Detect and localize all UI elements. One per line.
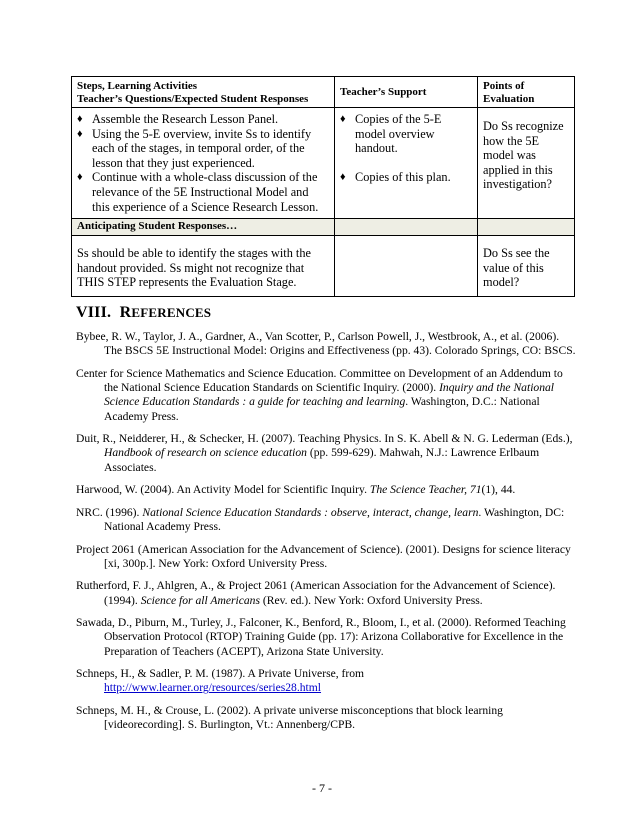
anticipating-row bbox=[72, 219, 575, 236]
reference-item: Duit, R., Neidderer, H., & Schecker, H. (2007). Teaching Physics. In S. K. Abell & N. G. Lederman (Eds.), Handbook of research on science education (pp. 599-629). Mahwah, N.J.: Lawrence Erlbaum Associates. bbox=[76, 432, 573, 474]
reference-item: NRC. (1996). National Science Education Standards : observe, interact, change, learn. Washington, DC: National Academy Press. bbox=[76, 505, 565, 534]
reference-item: Rutherford, F. J., Ahlgren, A., & Project 2061 (American Association for the Advancement of Science). (1994). Science for all Americans (Rev. ed.). New York: Oxford University Press. bbox=[76, 579, 556, 607]
header-steps bbox=[72, 77, 335, 108]
section-title-rest: EFERENCES bbox=[131, 305, 212, 320]
header-support: Teacher’s Support bbox=[335, 77, 478, 108]
header-eval-line2: Evaluation bbox=[483, 92, 535, 105]
header-steps-line2: Teacher’s Questions/Expected Student Responses bbox=[77, 92, 309, 105]
reference-item: Sawada, D., Piburn, M., Turley, J., Falconer, K., Benford, R., Bloom, I., et al. (2000). Reformed Teaching Observation Protocol (RTOP) Training Guide (pp. 17): Arizona Collaborative for Excellence in the Preparation of Teachers (ACEPT), Arizona State University. bbox=[76, 616, 566, 658]
header-eval-line1: Points of bbox=[483, 80, 525, 92]
reference-item: Project 2061 (American Association for the Advancement of Science). (2001). Designs for science literacy [xi, 300p.]. New York: Oxford University Press. bbox=[76, 542, 571, 570]
anticipating-empty-support bbox=[335, 219, 478, 236]
references-list bbox=[76, 330, 576, 741]
reference-item: Harwood, W. (2004). An Activity Model for Scientific Inquiry. The Science Teacher, 71(1), 44. bbox=[76, 483, 516, 497]
reference-item: Bybee, R. W., Taylor, J. A., Gardner, A., Van Scotter, P., Carlson Powell, J., Westbrook, A., et al. (2006). The BSCS 5E Instructional Model: Origins and Effectiveness (pp. 43). Colorado Springs, CO: BSCS. bbox=[76, 330, 576, 358]
list-item: ♦ Assemble the Research Lesson Panel. bbox=[77, 112, 329, 127]
page-number: - 7 - bbox=[312, 781, 332, 795]
responses-empty-support bbox=[335, 236, 478, 297]
table-header-row bbox=[72, 77, 575, 108]
anticipating-empty-eval bbox=[478, 219, 575, 236]
header-evaluation bbox=[478, 77, 575, 108]
list-item: ♦ Copies of the 5-E model overview handout. bbox=[340, 112, 472, 156]
support-cell bbox=[335, 108, 478, 219]
table-row bbox=[72, 236, 575, 297]
reference-item: Schneps, M. H., & Crouse, L. (2002). A private universe misconceptions that block learning [videorecording]. S. Burlington, Vt.: Annenberg/CPB. bbox=[76, 703, 503, 732]
section-title-first: R bbox=[119, 304, 132, 321]
list-item: ♦ Using the 5-E overview, invite Ss to identify each of the stages, in temporal order, of the lesson that they just experienced. bbox=[77, 127, 329, 171]
support-list bbox=[340, 112, 472, 184]
header-steps-line1: Steps, Learning Activities bbox=[77, 80, 198, 92]
learner-org-link[interactable]: http://www.learner.org/resources/series28.html bbox=[104, 681, 322, 695]
activities-cell bbox=[72, 108, 335, 219]
evaluation-cell-2: Do Ss see the value of this model? bbox=[478, 236, 575, 297]
list-item: ♦ Continue with a whole-class discussion of the relevance of the 5E Instructional Model and this experience of a Science Research Lesson. bbox=[77, 170, 329, 214]
reference-item: Center for Science Mathematics and Science Education. Committee on Development of an Addendum to the National Science Education Standards on Scientific Inquiry. (2000). Inquiry and the National Science Education Standards : a guide for teaching and learning. Washington, D.C.: National Academy Press. bbox=[76, 366, 563, 423]
list-item: ♦ Copies of this plan. bbox=[340, 170, 472, 185]
reference-item: Schneps, H., & Sadler, P. M. (1987). A Private Universe, from http://www.learner.org/resources/series28.html bbox=[76, 667, 365, 695]
section-number: VIII. bbox=[76, 304, 112, 321]
references-heading bbox=[76, 304, 211, 322]
lesson-plan-table bbox=[71, 76, 575, 297]
evaluation-cell: Do Ss recognize how the 5E model was applied in this investigation? bbox=[478, 108, 575, 219]
table-row bbox=[72, 108, 575, 219]
responses-cell: Ss should be able to identify the stages with the handout provided. Ss might not recognize that THIS STEP represents the Evaluation Stage. bbox=[72, 236, 335, 297]
activities-list bbox=[77, 112, 329, 214]
anticipating-label: Anticipating Student Responses… bbox=[72, 219, 335, 236]
